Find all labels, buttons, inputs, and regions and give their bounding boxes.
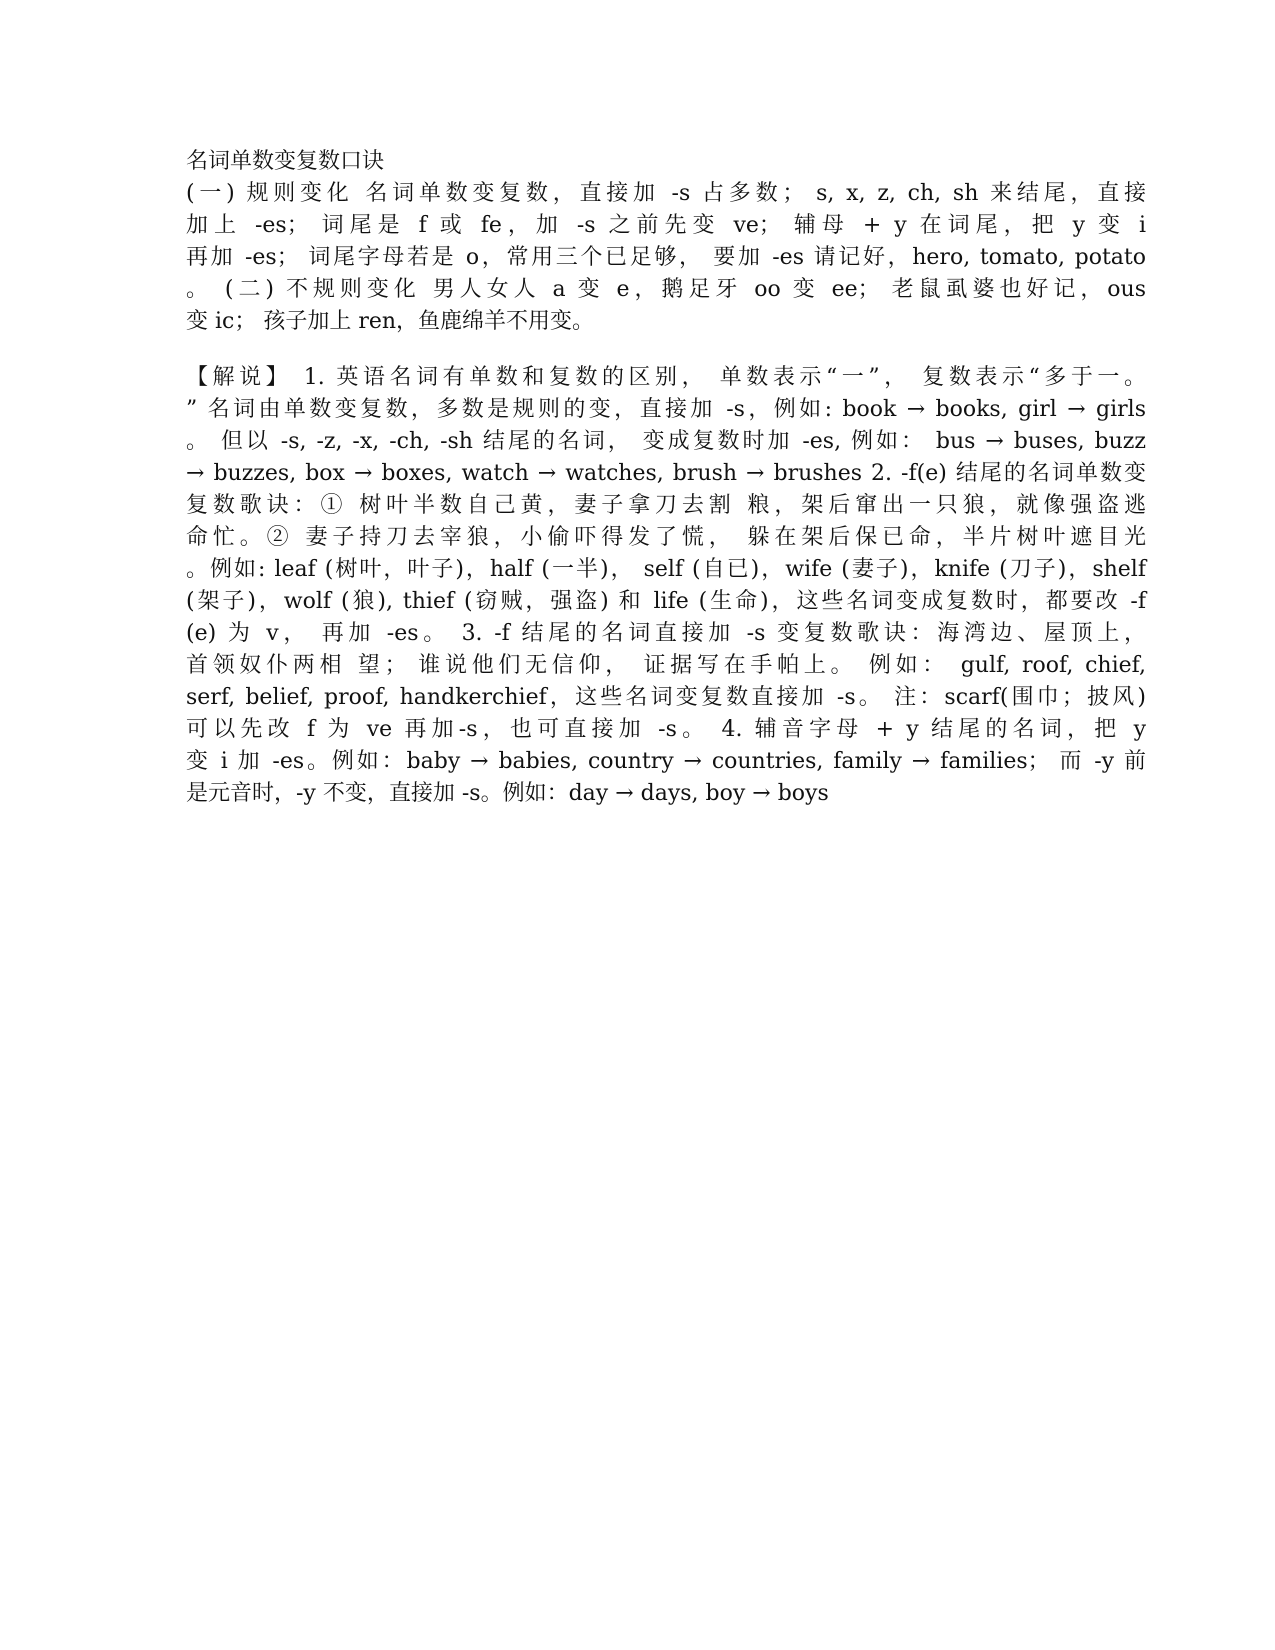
explanation-line: (架子)，wolf (狼), thief (窃贼，强盗) 和 life (生命)，这些名词变成复数时，都要改 -f	[186, 589, 1146, 614]
explanation-line: serf, belief, proof, handkerchief，这些名词变复数直接加 -s。 注：scarf(围巾；披风)	[186, 685, 1146, 710]
rhyme-paragraph	[186, 178, 1146, 338]
rhyme-line: (一) 规则变化 名词单数变复数，直接加 -s 占多数； s, x, z, ch, sh 来结尾，直接	[186, 181, 1146, 206]
explanation-line: ” 名词由单数变复数，多数是规则的变，直接加 -s，例如: book → books, girl → girls	[186, 397, 1146, 422]
explanation-line: 是元音时，-y 不变，直接加 -s。例如：day → days, boy → boys	[186, 781, 829, 806]
explanation-paragraph	[186, 362, 1146, 810]
explanation-line: 复数歌诀：① 树叶半数自己黄，妻子拿刀去割 粮，架后窜出一只狼，就像强盗逃	[186, 493, 1146, 518]
explanation-line: 变 i 加 -es。例如：baby → babies, country → countries, family → families； 而 -y 前	[186, 749, 1146, 774]
explanation-line: (e) 为 v， 再加 -es。 3. -f 结尾的名词直接加 -s 变复数歌诀：海湾边、屋顶上，	[186, 621, 1146, 646]
paragraph-gap	[186, 338, 1146, 362]
explanation-line: 。 但以 -s, -z, -x, -ch, -sh 结尾的名词， 变成复数时加 -es, 例如： bus → buses, buzz	[186, 429, 1146, 454]
document-title: 名词单数变复数口诀	[186, 149, 385, 174]
explanation-line: 首领奴仆两相 望； 谁说他们无信仰， 证据写在手帕上。 例如： gulf, roof, chief,	[186, 653, 1146, 678]
rhyme-line: 再加 -es； 词尾字母若是 o，常用三个已足够， 要加 -es 请记好，hero, tomato, potato	[186, 245, 1146, 270]
explanation-line: 【解说】 1. 英语名词有单数和复数的区别， 单数表示“一”， 复数表示“多于一。	[186, 365, 1146, 390]
rhyme-line: 。 (二) 不规则变化 男人女人 a 变 e，鹅足牙 oo 变 ee； 老鼠虱婆也好记，ous	[186, 277, 1146, 302]
explanation-line: 。例如: leaf (树叶，叶子)，half (一半)， self (自已)，wife (妻子)，knife (刀子)，shelf	[186, 557, 1146, 582]
document-body	[186, 146, 1146, 810]
explanation-line: 命忙。② 妻子持刀去宰狼，小偷吓得发了慌， 躲在架后保已命，半片树叶遮目光	[186, 525, 1146, 550]
explanation-line: 可以先改 f 为 ve 再加-s，也可直接加 -s。 4. 辅音字母 + y 结尾的名词，把 y	[186, 717, 1146, 742]
rhyme-line: 变 ic； 孩子加上 ren，鱼鹿绵羊不用变。	[186, 309, 595, 334]
explanation-line: → buzzes, box → boxes, watch → watches, brush → brushes 2. -f(e) 结尾的名词单数变	[186, 461, 1146, 486]
rhyme-line: 加上 -es； 词尾是 f 或 fe，加 -s 之前先变 ve； 辅母 + y 在词尾，把 y 变 i	[186, 213, 1146, 238]
